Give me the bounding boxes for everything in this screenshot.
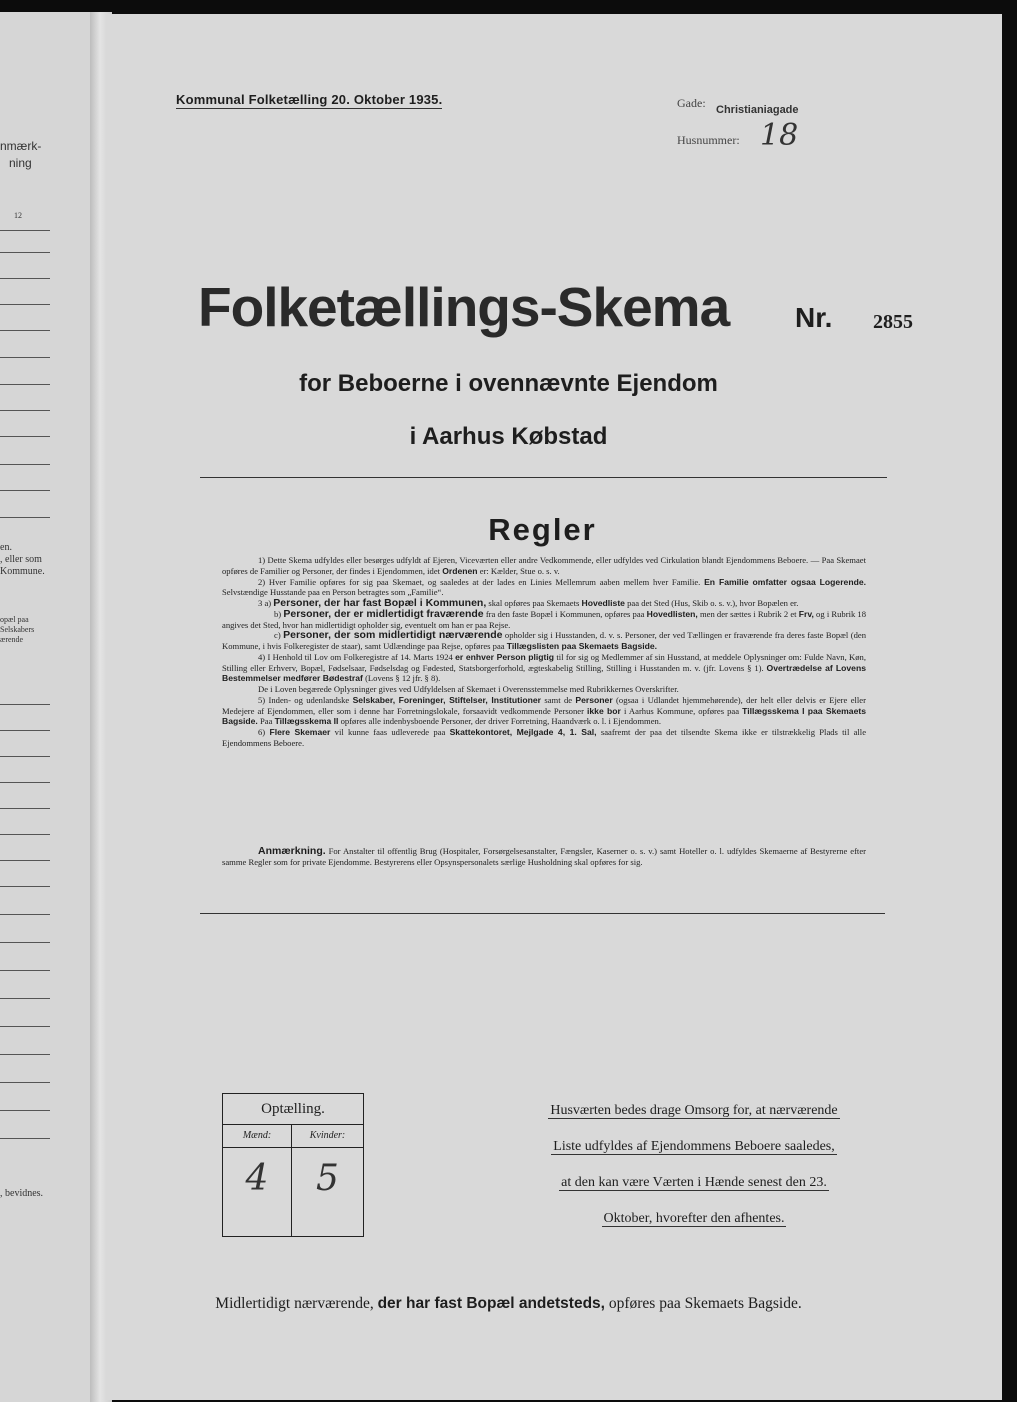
prev-rule (0, 230, 50, 231)
prev-rule (0, 730, 50, 731)
prev-rule (0, 860, 50, 861)
form-number: 2855 (873, 311, 913, 333)
street-value: Christianiagade (716, 104, 799, 116)
remark (222, 846, 866, 868)
prev-text: en. (0, 542, 12, 553)
notice-line: Liste udfyldes af Ejendommens Beboere saaledes, (553, 1139, 835, 1154)
women-label: Kvinder: (292, 1125, 363, 1148)
house-number-value: 18 (760, 118, 799, 153)
prev-rule (0, 1138, 50, 1139)
prev-rule (0, 1110, 50, 1111)
prev-text: opæl paa (0, 615, 29, 624)
rule-5: 5) Inden- og udenlandske Selskaber, Foreninger, Stiftelser, Institutioner samt de Personer (ogsaa i Udlandet hjemmehørende), der helt eller delvis er Ejere eller Medejere af Ejendommen, eller som i denne har Forretningslokale, forsaavidt vedkommende Personer ikke bor i Aarhus Kommune, opføres paa Tillægsskema I paa Skemaets Bagside. Paa Tillægsskema II opføres alle indenbysboende Personer, der driver Forretning, Haandværk o. l. i Ejendommen. (222, 694, 866, 727)
divider (200, 477, 887, 478)
notice-line: Husværten bedes drage Omsorg for, at nærværende (550, 1103, 838, 1118)
prev-rule (0, 490, 50, 491)
prev-rule (0, 970, 50, 971)
landlord-notice (526, 1100, 862, 1244)
previous-page-edge (0, 12, 98, 1402)
prev-rule (0, 330, 50, 331)
prev-text: , bevidnes. (0, 1188, 44, 1199)
women-column (292, 1125, 363, 1236)
prev-rule (0, 942, 50, 943)
prev-rule (0, 808, 50, 809)
prev-text-anmaerk: nmærk- (0, 139, 42, 153)
rule-3a: 3 a) Personer, der har fast Bopæl i Kommunen, skal opføres paa Skemaets Hovedliste paa det Sted (Hus, Skib o. s. v.), hvor Bopælen er. (258, 597, 799, 609)
footer-note: Midlertidigt nærværende, der har fast Bopæl andetsteds, opføres paa Skemaets Bagside. (215, 1295, 802, 1312)
census-header: Kommunal Folketælling 20. Oktober 1935. (176, 92, 443, 107)
prev-rule (0, 886, 50, 887)
notice-line: Oktober, hvorefter den afhentes. (603, 1211, 785, 1226)
rule-1: 1) Dette Skema udfyldes eller besørges udfyldt af Ejeren, Viceværten eller andre Vedkommende, eller udfyldes ved Cirkulation blandt Ejendommens Beboere. — Paa Skemaet opføres de Familier og Personer, der findes i Ejendommen, idet Ordenen er: Kælder, Stue o. s. v. (222, 555, 866, 576)
prev-rule (0, 278, 50, 279)
rule-4: 4) I Henhold til Lov om Folkeregistre af 14. Marts 1924 er enhver Person pligtig til for sig og Medlemmer af sin Husstand, at meddele Oplysninger om: Fulde Navn, Køn, Stilling eller Erhverv, Bopæl, Fødselsaar, Fødselsdag og Fødested, Statsborgerforhold, ægteskabelig Stilling, Stilling i Husstanden m. v. (jfr. Lovens § 1). Overtrædelse af Lovens Bestemmelser medfører Bødestraf (Lovens § 12 jfr. § 8). (222, 651, 866, 684)
men-count: 4 (245, 1158, 269, 1199)
count-box (222, 1093, 364, 1237)
prev-rule (0, 998, 50, 999)
prev-text: , eller som (0, 554, 42, 565)
prev-rule (0, 914, 50, 915)
remark-text: For Anstalter til offentlig Brug (Hospitaler, Forsørgelsesanstalter, Fængsler, Kaserner o. s. v.) samt Hoteller o. l. udfyldes Skemaerne af Bestyrerne efter samme Regler som for private Ejendomme. Bestyrerens eller Opsynspersonalets særlige Husholdning skal opføres for sig. (222, 846, 866, 867)
prev-rule (0, 1054, 50, 1055)
rule-2: 2) Hver Familie opføres for sig paa Skemaet, og saaledes at der lades en Linies Mellemrum aaben mellem hver Familie. En Familie omfatter ogsaa Logerende. Selvstændige Husstande paa en Person betragtes som „Familie“. (222, 576, 866, 598)
form-title: Folketællings-Skema (198, 276, 730, 338)
prev-rule (0, 756, 50, 757)
prev-rule (0, 357, 50, 358)
prev-rule (0, 304, 50, 305)
number-label: Nr. (795, 302, 833, 333)
prev-rule (0, 834, 50, 835)
notice-line: at den kan være Værten i Hænde senest den 23. (561, 1175, 827, 1190)
women-count: 5 (316, 1158, 339, 1199)
prev-rule (0, 252, 50, 253)
prev-rule (0, 782, 50, 783)
street-label: Gade: (677, 96, 706, 110)
men-column (223, 1125, 292, 1236)
remark-label: Anmærkning. (258, 845, 326, 857)
prev-rule (0, 1082, 50, 1083)
prev-rule (0, 704, 50, 705)
rules-text (222, 555, 866, 749)
prev-text: ærende (0, 635, 24, 644)
count-box-title: Optælling. (223, 1094, 363, 1125)
prev-rule (0, 464, 50, 465)
prev-text-ning: ning (9, 156, 32, 170)
subtitle-residents: for Beboerne i ovennævnte Ejendom (299, 370, 718, 397)
rule-4b: De i Loven begærede Oplysninger gives ved Udfyldelsen af Skemaet i Overensstemmelse med Rubrikkernes Overskrifter. (258, 684, 679, 694)
prev-rule (0, 410, 50, 411)
prev-text: Kommune. (0, 566, 45, 577)
prev-text-col-number: 12 (14, 211, 22, 220)
house-number-label: Husnummer: (677, 133, 740, 147)
rule-3b: b) Personer, der er midlertidigt fraværende fra den faste Bopæl i Kommunen, opføres paa Hovedlisten, men der sættes i Rubrik 2 et Frv, og i Rubrik 18 angives det Sted, hvor han midlertidigt opholder sig, eventuelt om han er paa Rejse. (222, 607, 867, 630)
rule-6: 6) Flere Skemaer vil kunne faas udleverede paa Skattekontoret, Mejlgade 4, 1. Sal, saafremt der paa det tilsendte Skema ikke er tilstrækkelig Plads til alle Ejendommens Beboere. (222, 727, 867, 748)
rules-heading: Regler (488, 512, 597, 547)
divider (200, 913, 885, 914)
subtitle-town: i Aarhus Købstad (409, 423, 608, 450)
prev-text: Selskabers (0, 625, 35, 634)
men-label: Mænd: (223, 1125, 291, 1148)
prev-rule (0, 1026, 50, 1027)
rule-3c: c) Personer, der som midlertidigt nærværende opholder sig i Husstanden, d. v. s. Personer, der ved Tællingen er fraværende fra deres faste Bopæl (den Kommune, i hvis Folkeregister de staar), samt Udlændinge paa Rejse, opføres paa Tillægslisten paa Skemaets Bagside. (222, 629, 866, 651)
